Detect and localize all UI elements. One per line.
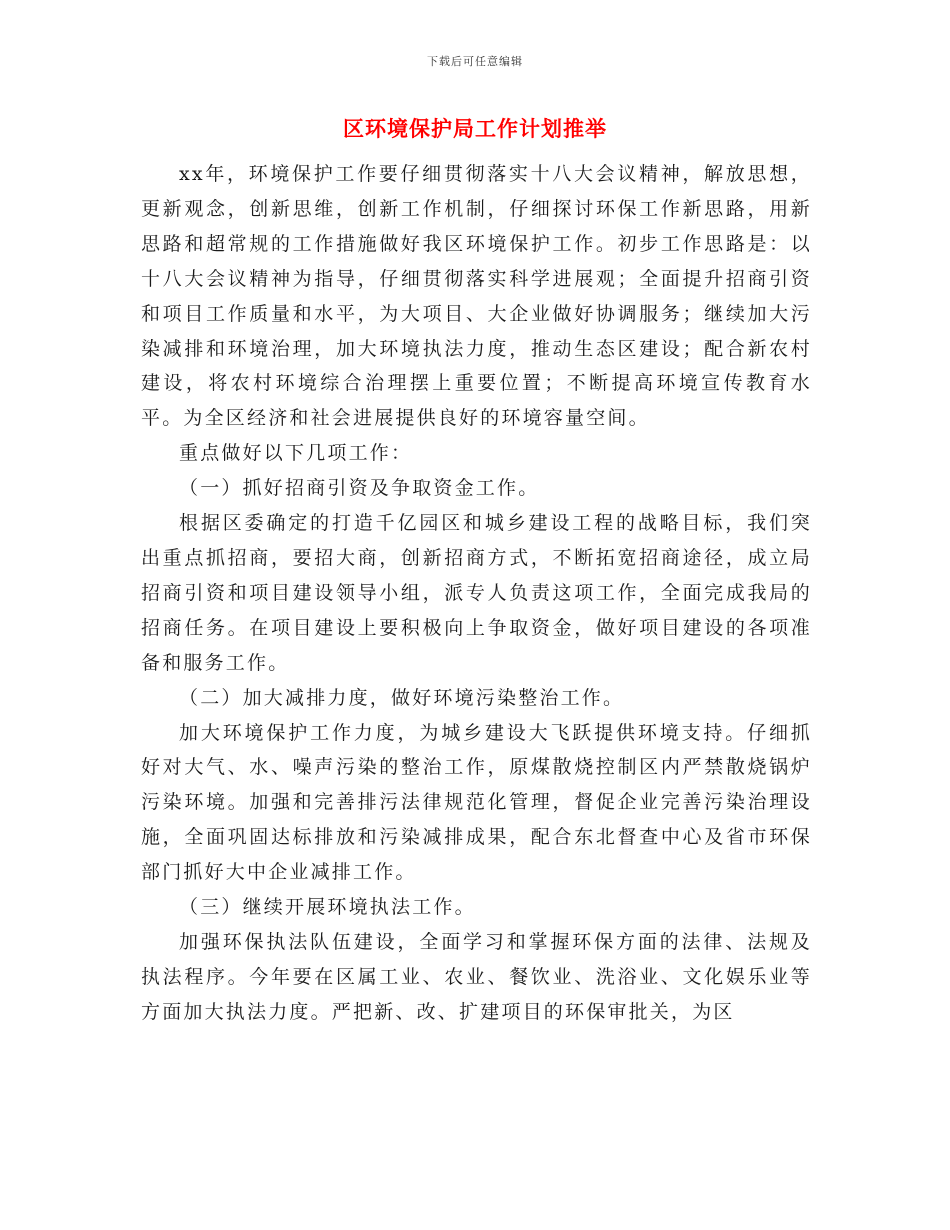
section-heading-3: （三）继续开展环境执法工作。 (179, 896, 476, 919)
paragraph-section-3: 加强环保执法队伍建设，全面学习和掌握环保方面的法律、法规及执法程序。今年要在区属工业、农业、餐饮业、洗浴业、文化娱乐业等方面加大执法力度。严把新、改、扩建项目的环保审批关，为区 (141, 930, 812, 1023)
paragraph-key-tasks: 重点做好以下几项工作： (179, 442, 413, 465)
section-heading-2: （二）加大减排力度，做好环境污染整治工作。 (179, 686, 625, 709)
paragraph-section-1: 根据区委确定的打造千亿园区和城乡建设工程的战略目标，我们突出重点抓招商，要招大商，创新招商方式，不断拓宽招商途径，成立局招商引资和项目建设领导小组，派专人负责这项工作，全面完成我局的招商任务。在项目建设上要积极向上争取资金，做好项目建设的各项准备和服务工作。 (141, 512, 812, 674)
document-body (141, 157, 812, 1030)
header-note: 下载后可任意编辑 (427, 55, 523, 68)
document-title: 区环境保护局工作计划推举 (343, 116, 607, 141)
section-heading-1: （一）抓好招商引资及争取资金工作。 (179, 477, 540, 500)
paragraph-section-2: 加大环境保护工作力度，为城乡建设大飞跃提供环境支持。仔细抓好对大气、水、噪声污染的整治工作，原煤散烧控制区内严禁散烧锅炉污染环境。加强和完善排污法律规范化管理，督促企业完善污染治理设施，全面巩固达标排放和污染减排成果，配合东北督查中心及省市环保部门抓好大中企业减排工作。 (141, 721, 812, 884)
paragraph-intro: xx年，环境保护工作要仔细贯彻落实十八大会议精神，解放思想，更新观念，创新思维，创新工作机制，仔细探讨环保工作新思路，用新思路和超常规的工作措施做好我区环境保护工作。初步工作思路是：以十八大会议精神为指导，仔细贯彻落实科学进展观；全面提升招商引资和项目工作质量和水平，为大项目、大企业做好协调服务；继续加大污染减排和环境治理，加大环境执法力度，推动生态区建设；配合新农村建设，将农村环境综合治理摆上重要位置；不断提高环境宣传教育水平。为全区经济和社会进展提供良好的环境容量空间。 (141, 163, 812, 430)
